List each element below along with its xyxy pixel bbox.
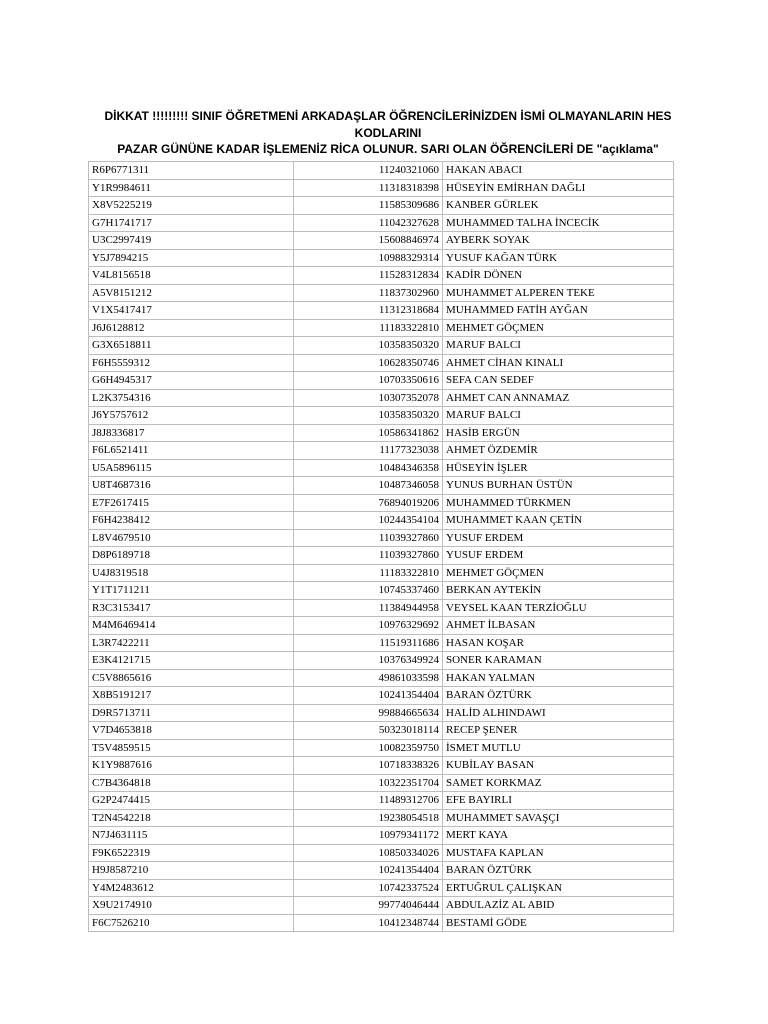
- cell-student-name: MARUF BALCI: [443, 407, 674, 425]
- table-row: [89, 792, 674, 810]
- cell-code: F6H4238412: [89, 512, 294, 530]
- notice-heading: DİKKAT !!!!!!!!! SINIF ÖĞRETMENİ ARKADAŞLAR ÖĞRENCİLERİNİZDEN İSMİ OLMAYANLARIN HES KODLARINI PAZAR GÜNÜNE KADAR İŞLEMENİZ RİCA OLUNUR. SARI OLAN ÖĞRENCİLERİ DE "açıklama": [104, 109, 672, 156]
- table-row: [89, 179, 674, 197]
- cell-hes-number: 10976329692: [294, 617, 443, 635]
- cell-hes-number: 10358350320: [294, 337, 443, 355]
- cell-code: U5A5896115: [89, 459, 294, 477]
- cell-student-name: MUHAMMED TÜRKMEN: [443, 494, 674, 512]
- cell-hes-number: 10586341862: [294, 424, 443, 442]
- cell-student-name: İSMET MUTLU: [443, 739, 674, 757]
- cell-code: Y1R9984611: [89, 179, 294, 197]
- cell-code: T2N4542218: [89, 809, 294, 827]
- cell-student-name: YUSUF ERDEM: [443, 547, 674, 565]
- table-row: [89, 424, 674, 442]
- table-row: [89, 862, 674, 880]
- cell-hes-number: 50323018114: [294, 722, 443, 740]
- table-row: [89, 319, 674, 337]
- cell-code: A5V8151212: [89, 284, 294, 302]
- cell-student-name: MARUF BALCI: [443, 337, 674, 355]
- cell-code: G3X6518811: [89, 337, 294, 355]
- cell-hes-number: 15608846974: [294, 232, 443, 250]
- table-row: [89, 442, 674, 460]
- table-row: [89, 827, 674, 845]
- cell-student-name: AHMET CAN ANNAMAZ: [443, 389, 674, 407]
- cell-student-name: MUHAMMET KAAN ÇETİN: [443, 512, 674, 530]
- cell-hes-number: 10322351704: [294, 774, 443, 792]
- cell-code: H9J8587210: [89, 862, 294, 880]
- cell-code: G6H4945317: [89, 372, 294, 390]
- cell-student-name: EFE BAYIRLI: [443, 792, 674, 810]
- cell-student-name: MUHAMMED FATİH AYĞAN: [443, 302, 674, 320]
- table-row: [89, 284, 674, 302]
- cell-code: L3R7422211: [89, 634, 294, 652]
- cell-code: X8V5225219: [89, 197, 294, 215]
- cell-hes-number: 10241354404: [294, 862, 443, 880]
- table-row: [89, 757, 674, 775]
- table-row: [89, 809, 674, 827]
- cell-hes-number: 11183322810: [294, 319, 443, 337]
- cell-hes-number: 11039327860: [294, 547, 443, 565]
- cell-code: J6J6128812: [89, 319, 294, 337]
- cell-hes-number: 10082359750: [294, 739, 443, 757]
- cell-hes-number: 10979341172: [294, 827, 443, 845]
- table-row: [89, 494, 674, 512]
- table-row: [89, 337, 674, 355]
- cell-hes-number: 10412348744: [294, 914, 443, 932]
- cell-hes-number: 11837302960: [294, 284, 443, 302]
- table-row: [89, 459, 674, 477]
- cell-code: F6C7526210: [89, 914, 294, 932]
- cell-hes-number: 10376349924: [294, 652, 443, 670]
- cell-student-name: HAKAN YALMAN: [443, 669, 674, 687]
- cell-hes-number: 11042327628: [294, 214, 443, 232]
- cell-hes-number: 10244354104: [294, 512, 443, 530]
- cell-hes-number: 49861033598: [294, 669, 443, 687]
- cell-hes-number: 10742337524: [294, 879, 443, 897]
- cell-code: F6L6521411: [89, 442, 294, 460]
- cell-student-name: MUHAMMET ALPEREN TEKE: [443, 284, 674, 302]
- cell-hes-number: 11312318684: [294, 302, 443, 320]
- cell-student-name: MERT KAYA: [443, 827, 674, 845]
- cell-hes-number: 10628350746: [294, 354, 443, 372]
- cell-student-name: HASİB ERGÜN: [443, 424, 674, 442]
- cell-student-name: KADİR DÖNEN: [443, 267, 674, 285]
- cell-hes-number: 11039327860: [294, 529, 443, 547]
- cell-code: Y5J7894215: [89, 249, 294, 267]
- cell-code: E7F2617415: [89, 494, 294, 512]
- table-row: [89, 774, 674, 792]
- cell-student-name: HALİD ALHINDAWI: [443, 704, 674, 722]
- cell-code: R3C3153417: [89, 599, 294, 617]
- cell-student-name: MEHMET GÖÇMEN: [443, 564, 674, 582]
- cell-code: G2P2474415: [89, 792, 294, 810]
- cell-hes-number: 10718338326: [294, 757, 443, 775]
- cell-student-name: AHMET ÖZDEMİR: [443, 442, 674, 460]
- cell-student-name: BARAN ÖZTÜRK: [443, 862, 674, 880]
- cell-hes-number: 10241354404: [294, 687, 443, 705]
- cell-student-name: HASAN KOŞAR: [443, 634, 674, 652]
- cell-code: X9U2174910: [89, 897, 294, 915]
- cell-student-name: ABDULAZİZ AL ABID: [443, 897, 674, 915]
- cell-code: K1Y9887616: [89, 757, 294, 775]
- cell-hes-number: 11183322810: [294, 564, 443, 582]
- cell-hes-number: 11585309686: [294, 197, 443, 215]
- cell-code: Y4M2483612: [89, 879, 294, 897]
- cell-student-name: AHMET İLBASAN: [443, 617, 674, 635]
- cell-code: R6P6771311: [89, 162, 294, 180]
- cell-hes-number: 10850334026: [294, 844, 443, 862]
- cell-hes-number: 76894019206: [294, 494, 443, 512]
- cell-student-name: YUNUS BURHAN ÜSTÜN: [443, 477, 674, 495]
- cell-code: E3K4121715: [89, 652, 294, 670]
- table-row: [89, 354, 674, 372]
- cell-student-name: SONER KARAMAN: [443, 652, 674, 670]
- table-row: [89, 722, 674, 740]
- table-row: [89, 669, 674, 687]
- table-row: [89, 512, 674, 530]
- cell-code: M4M6469414: [89, 617, 294, 635]
- cell-code: T5V4859515: [89, 739, 294, 757]
- cell-hes-number: 10358350320: [294, 407, 443, 425]
- cell-code: C5V8865616: [89, 669, 294, 687]
- table-row: [89, 389, 674, 407]
- cell-code: F6H5559312: [89, 354, 294, 372]
- table-row: [89, 599, 674, 617]
- table-row: [89, 652, 674, 670]
- cell-hes-number: 10487346058: [294, 477, 443, 495]
- cell-hes-number: 11240321060: [294, 162, 443, 180]
- table-row: [89, 214, 674, 232]
- student-table: [88, 161, 674, 932]
- cell-hes-number: 11528312834: [294, 267, 443, 285]
- table-row: [89, 687, 674, 705]
- cell-code: V1X5417417: [89, 302, 294, 320]
- cell-code: V7D4653818: [89, 722, 294, 740]
- table-row: [89, 162, 674, 180]
- cell-code: F9K6522319: [89, 844, 294, 862]
- cell-student-name: AHMET CİHAN KINALI: [443, 354, 674, 372]
- cell-code: G7H1741717: [89, 214, 294, 232]
- table-row: [89, 232, 674, 250]
- cell-student-name: SEFA CAN SEDEF: [443, 372, 674, 390]
- cell-code: U8T4687316: [89, 477, 294, 495]
- cell-code: U4J8319518: [89, 564, 294, 582]
- cell-student-name: ERTUĞRUL ÇALIŞKAN: [443, 879, 674, 897]
- cell-hes-number: 11384944958: [294, 599, 443, 617]
- cell-student-name: RECEP ŞENER: [443, 722, 674, 740]
- cell-hes-number: 99884665634: [294, 704, 443, 722]
- cell-code: D9R5713711: [89, 704, 294, 722]
- table-row: [89, 914, 674, 932]
- cell-code: C7B4364818: [89, 774, 294, 792]
- cell-student-name: AYBERK SOYAK: [443, 232, 674, 250]
- cell-student-name: SAMET KORKMAZ: [443, 774, 674, 792]
- table-row: [89, 634, 674, 652]
- cell-code: L2K3754316: [89, 389, 294, 407]
- cell-code: J6Y5757612: [89, 407, 294, 425]
- cell-hes-number: 10745337460: [294, 582, 443, 600]
- table-row: [89, 739, 674, 757]
- cell-code: N7J4631115: [89, 827, 294, 845]
- cell-hes-number: 99774046444: [294, 897, 443, 915]
- table-row: [89, 407, 674, 425]
- table-row: [89, 582, 674, 600]
- cell-code: Y1T1711211: [89, 582, 294, 600]
- cell-student-name: MEHMET GÖÇMEN: [443, 319, 674, 337]
- table-row: [89, 547, 674, 565]
- cell-hes-number: 10703350616: [294, 372, 443, 390]
- table-row: [89, 879, 674, 897]
- table-row: [89, 564, 674, 582]
- cell-student-name: MUHAMMED TALHA İNCECİK: [443, 214, 674, 232]
- student-table-body: [89, 162, 674, 932]
- cell-student-name: YUSUF KAĞAN TÜRK: [443, 249, 674, 267]
- cell-code: D8P6189718: [89, 547, 294, 565]
- cell-hes-number: 11318318398: [294, 179, 443, 197]
- cell-hes-number: 11489312706: [294, 792, 443, 810]
- table-row: [89, 372, 674, 390]
- table-row: [89, 302, 674, 320]
- cell-code: U3C2997419: [89, 232, 294, 250]
- table-row: [89, 844, 674, 862]
- cell-hes-number: 10484346358: [294, 459, 443, 477]
- cell-hes-number: 10307352078: [294, 389, 443, 407]
- table-row: [89, 617, 674, 635]
- table-row: [89, 529, 674, 547]
- cell-student-name: VEYSEL KAAN TERZİOĞLU: [443, 599, 674, 617]
- cell-code: X8B5191217: [89, 687, 294, 705]
- notice-area: [88, 108, 673, 160]
- cell-student-name: MUHAMMET SAVAŞÇI: [443, 809, 674, 827]
- cell-code: V4L8156518: [89, 267, 294, 285]
- cell-student-name: HÜSEYİN İŞLER: [443, 459, 674, 477]
- cell-student-name: BARAN ÖZTÜRK: [443, 687, 674, 705]
- table-row: [89, 477, 674, 495]
- cell-student-name: KANBER GÜRLEK: [443, 197, 674, 215]
- cell-student-name: HAKAN ABACI: [443, 162, 674, 180]
- cell-student-name: BESTAMİ GÖDE: [443, 914, 674, 932]
- table-row: [89, 897, 674, 915]
- table-row: [89, 704, 674, 722]
- cell-code: J8J8336817: [89, 424, 294, 442]
- cell-student-name: MUSTAFA KAPLAN: [443, 844, 674, 862]
- cell-student-name: KUBİLAY BASAN: [443, 757, 674, 775]
- cell-student-name: BERKAN AYTEKİN: [443, 582, 674, 600]
- cell-hes-number: 19238054518: [294, 809, 443, 827]
- cell-hes-number: 10988329314: [294, 249, 443, 267]
- cell-code: L8V4679510: [89, 529, 294, 547]
- cell-hes-number: 11177323038: [294, 442, 443, 460]
- cell-hes-number: 11519311686: [294, 634, 443, 652]
- table-row: [89, 267, 674, 285]
- cell-student-name: HÜSEYİN EMİRHAN DAĞLI: [443, 179, 674, 197]
- table-row: [89, 249, 674, 267]
- table-row: [89, 197, 674, 215]
- cell-student-name: YUSUF ERDEM: [443, 529, 674, 547]
